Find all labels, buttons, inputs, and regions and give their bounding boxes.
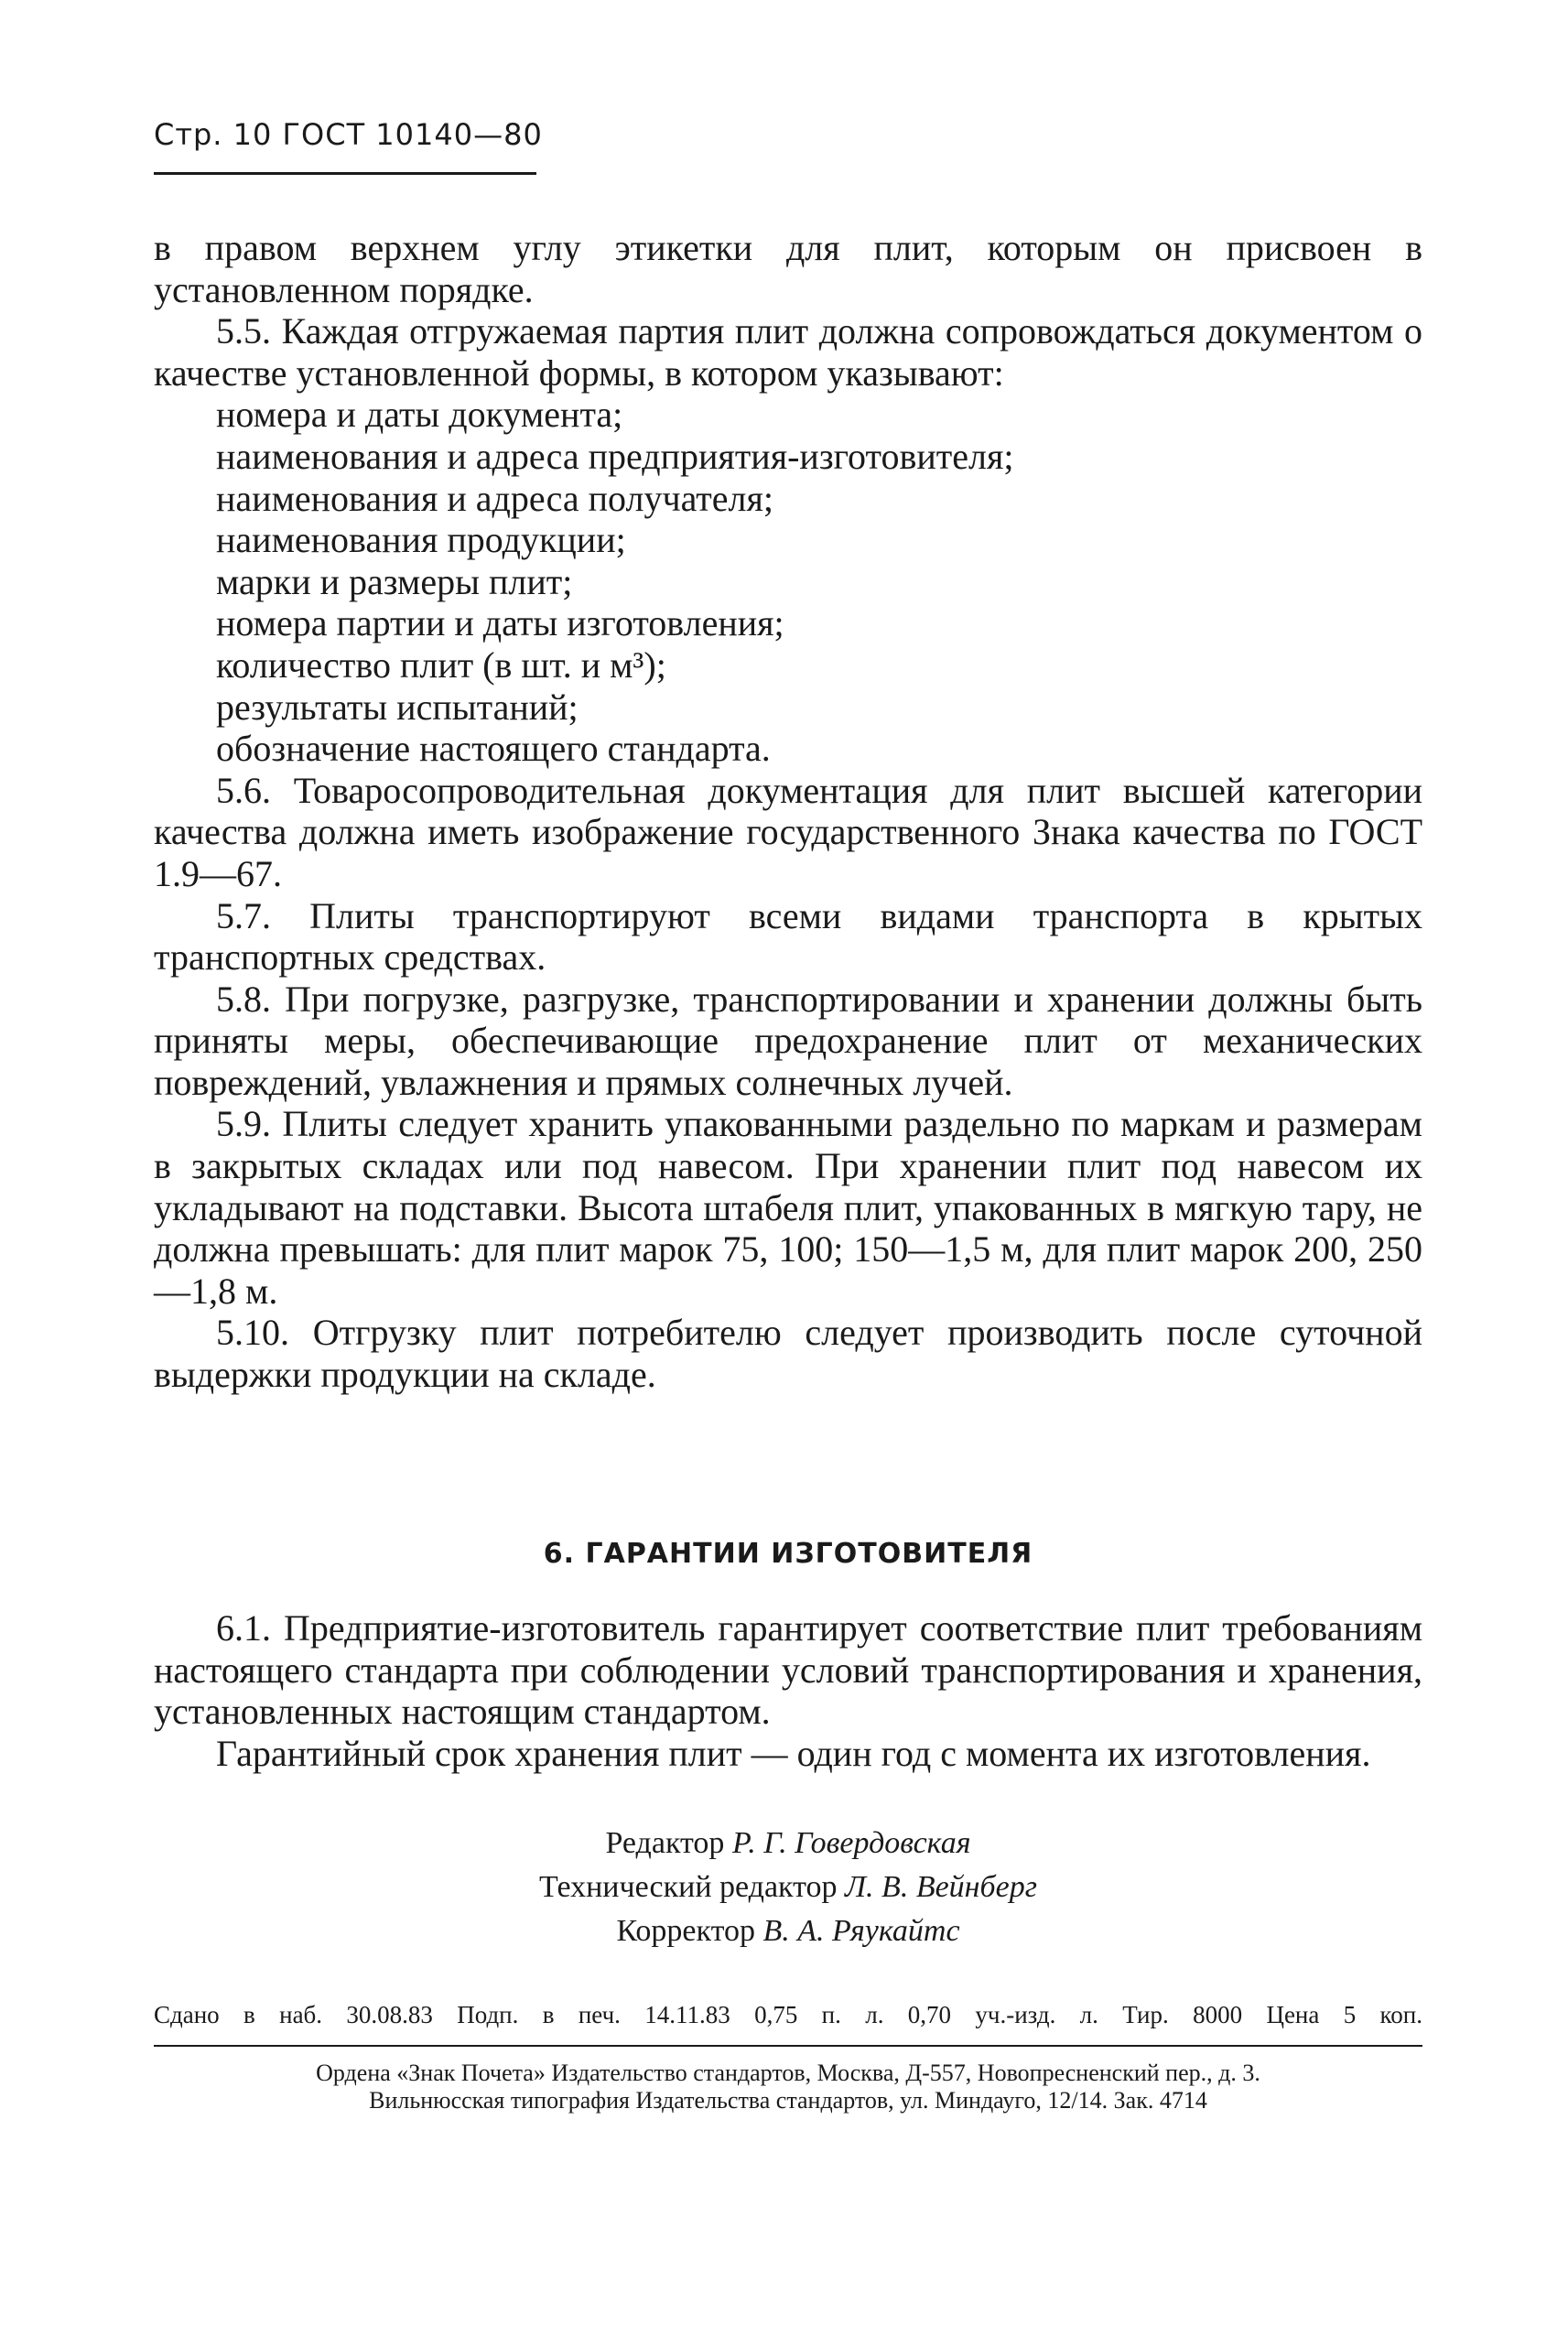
page-header: Стр. 10 ГОСТ 10140—80: [154, 117, 543, 152]
list-item: наименования и адреса предприятия-изготовителя;: [216, 435, 1014, 477]
paragraph-5-9: 5.9. Плиты следует хранить упакованными раздельно по маркам и размерам в закрытых складах или под навесом. При хранении плит под навесом их укладывают на подставки. Высота штабеля плит, упакованных в мягкую тару, не должна превышать: для плит марок 75, 100; 150—1,5 м, для плит марок 200, 250—1,8 м.: [154, 1103, 1422, 1312]
paragraph-5-8: 5.8. При погрузке, разгрузке, транспортировании и хранении должны быть приняты меры, обеспечивающие предохранение плит от механических повреждений, увлажнения и прямых солнечных лучей.: [154, 978, 1422, 1103]
paragraph-5-10: 5.10. Отгрузку плит потребителю следует производить после суточной выдержки продукции на складе.: [154, 1312, 1422, 1396]
publisher-info: [154, 2060, 1422, 2114]
corrector-name: В. А. Ряукайтс: [762, 1914, 960, 1948]
paragraph-5-7: 5.7. Плиты транспортируют всеми видами транспорта в крытых транспортных средствах.: [154, 894, 1422, 979]
paragraph-5-5: 5.5. Каждая отгружаемая партия плит должна сопровождаться документом о качестве установленной формы, в котором указывают:: [154, 310, 1422, 394]
corrector-label: Корректор: [616, 1914, 755, 1948]
editor-name: Р. Г. Говердовская: [731, 1826, 971, 1860]
section-title: 6. ГАРАНТИИ ИЗГОТОВИТЕЛЯ: [543, 1538, 1033, 1570]
list-item: марки и размеры плит;: [216, 560, 573, 602]
publisher-line-1: Ордена «Знак Почета» Издательство стандартов, Москва, Д-557, Новопресненский пер., д. 3.: [316, 2060, 1260, 2086]
paragraph-5-6: 5.6. Товаросопроводительная документация для плит высшей категории качества должна иметь изображение государственного Знака качества по ГОСТ 1.9—67.: [154, 769, 1422, 894]
list-item: номера партии и даты изготовления;: [216, 602, 784, 644]
section-6-text: [154, 1607, 1422, 1774]
editor-line: [154, 1822, 1422, 1865]
list-item: результаты испытаний;: [216, 686, 579, 728]
list-item: наименования и адреса получателя;: [216, 477, 774, 519]
paragraph-6-1-warranty: Гарантийный срок хранения плит — один год с момента их изготовления.: [216, 1732, 1371, 1774]
header-rule: [154, 172, 536, 175]
list-item: количество плит (в шт. и м³);: [216, 643, 666, 686]
list-item: обозначение настоящего стандарта.: [216, 728, 771, 770]
tech-editor-name: Л. В. Вейнберг: [845, 1870, 1038, 1904]
list-item: номера и даты документа;: [216, 394, 623, 436]
imprint-rule: [154, 2045, 1422, 2047]
paragraph-continuation: в правом верхнем углу этикетки для плит, которым он присвоен в установленном порядке.: [154, 227, 1422, 310]
corrector-line: [154, 1909, 1422, 1953]
body-text: [154, 227, 1422, 1396]
credits: [154, 1822, 1422, 1953]
publisher-line-2: Вильнюсская типография Издательства стандартов, ул. Миндауго, 12/14. Зак. 4714: [369, 2087, 1207, 2114]
tech-editor-line: [154, 1865, 1422, 1909]
imprint-line: Сдано в наб. 30.08.83 Подп. в печ. 14.11.83 0,75 п. л. 0,70 уч.-изд. л. Тир. 8000 Цена 5 коп.: [154, 2001, 1422, 2028]
editor-label: Редактор: [605, 1826, 725, 1860]
document-contents-list: [154, 394, 1422, 769]
tech-editor-label: Технический редактор: [538, 1870, 838, 1904]
list-item: наименования продукции;: [216, 519, 626, 561]
paragraph-6-1: 6.1. Предприятие-изготовитель гарантирует соответствие плит требованиям настоящего стандарта при соблюдении условий транспортирования и хранения, установленных настоящим стандартом.: [154, 1607, 1422, 1733]
